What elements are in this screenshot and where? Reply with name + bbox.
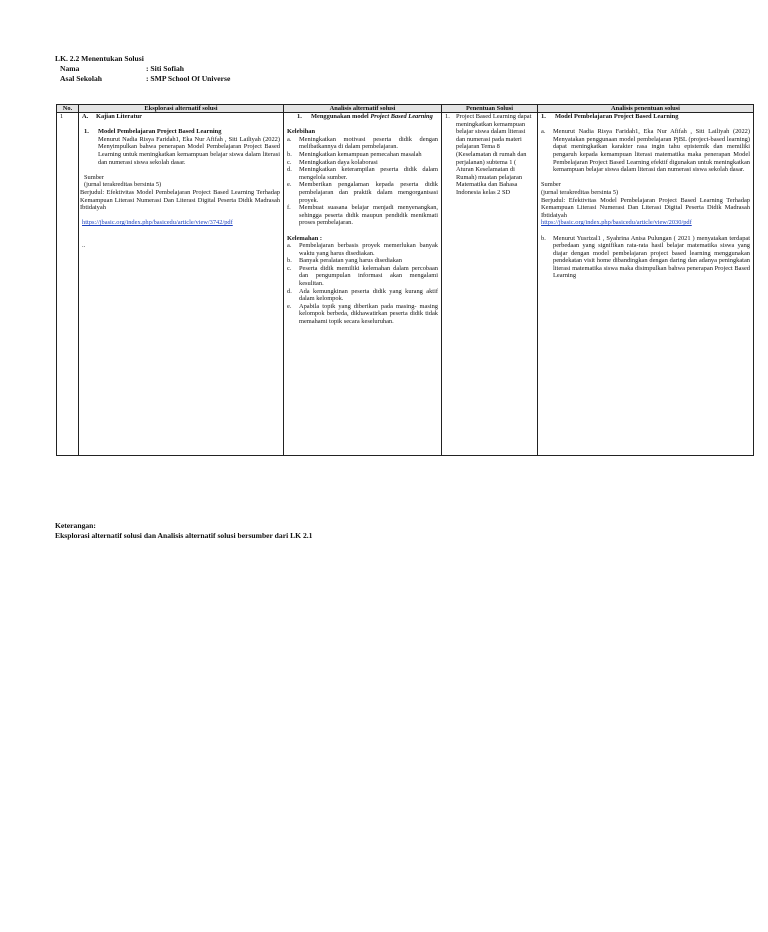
- exploration-paragraph: Menurut Nadia Risya Faridah1, Eka Nur Afifah , Siti Lailiyah (2022) Menyimpulkan bahwa penerapan Model Pembelajaran Project Based Learning untuk meningkatkan kemampuan belajar siswa dalam literasi dan numerasi siswa sekolah dasar.: [98, 135, 280, 166]
- decision-cell: [442, 113, 538, 456]
- list-marker: e.: [287, 181, 292, 189]
- list-item: [287, 166, 438, 181]
- source-note-2: (jurnal terakreditas bersinta 5): [541, 188, 619, 196]
- list-item: [287, 151, 438, 159]
- list-marker: c.: [287, 264, 292, 272]
- list-item: [287, 265, 438, 288]
- list-text: Banyak peralatan yang harus disediakan: [299, 257, 402, 265]
- advantages-label: Kelebihan: [287, 128, 316, 136]
- list-text: Meningkatkan daya kolaborasi: [299, 158, 378, 166]
- header-decision-analysis: Analisis penentuan solusi: [538, 105, 754, 113]
- list-marker: b.: [287, 150, 292, 158]
- list-item: [287, 288, 438, 303]
- name-label: Nama: [60, 64, 80, 73]
- source-link-2[interactable]: https://jbasic.org/index.php/basicedu/article/view/2030/pdf: [541, 219, 692, 227]
- list-item: [287, 181, 438, 204]
- list-marker: e.: [287, 302, 292, 310]
- list-marker: a.: [287, 135, 292, 143]
- header-no: No.: [57, 105, 79, 113]
- school-row: [55, 74, 230, 84]
- trailing-dots: ..: [82, 242, 86, 250]
- section-heading: A. Kajian Literatur: [82, 113, 142, 120]
- analysis-point-b: b. Menurut Yusrizal1 , Syahrina Anisa Pulungan ( 2021 ) menyatakan terdapat perbedaan yang signifikan rata-rata hasil belajar matematika siswa yang diajar dengan model pembelajaran project based learning menggunakan pendekatan visit home dibandingkan dengan daring dan adanya peningkatan literasi matematika siswa maka disimpulkan bahwa penerapan Project Based Learning: [541, 234, 750, 280]
- list-marker: d.: [287, 166, 292, 174]
- decision-text: Project Based Learning dapat meningkatkan kemampuan belajar siswa dalam literasi dan numerasi pada materi pelajaran Tema 8 (Keselamatan di rumah dan perjalanan) subtema 1 ( Aturan Keselamatan di Rumah) muatan pelajaran Matematika dan Bahasa Indonesia kelas 2 SD: [456, 113, 532, 196]
- school-value: : SMP School Of Universe: [146, 74, 231, 83]
- item-heading: 1. Model Pembelajaran Project Based Learning: [84, 128, 222, 136]
- list-marker: f.: [287, 204, 291, 212]
- analysis-cell: [284, 113, 442, 456]
- solution-table: [56, 104, 754, 456]
- list-text: Meningkatkan motivasi peserta didik dengan melibatkannya di dalam pembelajaran.: [299, 135, 438, 151]
- document-header: [55, 54, 230, 84]
- list-text: Meningkatkan keterampilan peserta didik dalam mengelola sumber.: [299, 166, 438, 181]
- header-exploration: Eksplorasi alternatif solusi: [79, 105, 284, 113]
- note-label: Keterangan:: [55, 521, 96, 530]
- list-text: Peserta didik memiliki kelemahan dalam percobaan dan pengumpulan informasi akan mengalami kesulitan.: [299, 264, 438, 288]
- list-text: Apabila topik yang diberikan pada masing- masing kelompok berbeda, dikhawatirkan peserta didik tidak memahami topik secara keseluruhan.: [299, 302, 438, 326]
- decision-item: 1. Project Based Learning dapat meningkatkan kemampuan belajar siswa dalam literasi dan numerasi pada materi pelajaran Tema 8 (Keselamatan di rumah dan perjalanan) subtema 1 ( Aturan Keselamatan di Rumah) muatan pelajaran Matematika dan Bahasa Indonesia kelas 2 SD: [445, 113, 534, 197]
- list-item: [287, 303, 438, 326]
- advantages-list: [287, 136, 438, 227]
- list-text: Membuat suasana belajar menjadi menyenangkan, sehingga peserta didik maupun pendidik menikmati proses pembelajaran.: [299, 204, 438, 227]
- list-item: [287, 242, 438, 257]
- list-marker: c.: [287, 158, 292, 166]
- list-marker: d.: [287, 287, 292, 295]
- source-title-2: Berjudul: Efektivitas Model Pembelajaran Project Based Learning Terhadap Kemampuan Literasi Numerasi Dan Literasi Digital Peserta Didik Madrasah Ibtidaiyah: [541, 196, 750, 219]
- list-text: Meningkatkan kemampuan pemecahan masalah: [299, 150, 422, 158]
- analysis-title: 1. Menggunakan model Project Based Learning: [297, 113, 433, 120]
- table-row: [57, 113, 754, 456]
- note-text: Eksplorasi alternatif solusi dan Analisis alternatif solusi bersumber dari LK 2.1: [55, 531, 313, 540]
- name-value: : Siti Sofiah: [146, 64, 184, 73]
- school-label: Asal Sekolah: [60, 74, 102, 83]
- header-decision: Penentuan Solusi: [442, 105, 538, 113]
- list-text: Ada kemungkinan peserta didik yang kurang aktif dalam kelompok.: [299, 287, 438, 303]
- source-label-2: Sumber: [541, 181, 561, 189]
- source-title: Berjudul: Efektivitas Model Pembelajaran Project Based Learning Terhadap Kemampuan Literasi Numerasi Dan Literasi Digital Peserta Didik Madrasah Ibtidaiyah: [80, 188, 280, 212]
- source-link[interactable]: https://jbasic.org/index.php/basicedu/article/view/3742/pdf: [82, 219, 233, 227]
- name-row: [55, 64, 230, 74]
- source-label: Sumber: [84, 173, 104, 181]
- row-number: 1: [57, 113, 79, 456]
- note-block: [55, 521, 312, 541]
- decision-analysis-cell: [538, 113, 754, 456]
- list-item: [287, 159, 438, 167]
- analysis-point-a: a. Menurut Nadia Risya Faridah1, Eka Nur Afifah , Siti Lailiyah (2022) Menyatakan penggunaan model pembelajaran PjBL (project-based learning) dapat meningkatkan karakter rasa ingin tahu epistemik dan memiliki pengaruh kepada kemampuan literasi matematika maka penerapan Model Pembelajaran Project Based Learning efektif digunakan untuk meningkatkan kemampuan belajar siswa dalam literasi dan numerasi siswa sekolah dasar.: [541, 128, 750, 174]
- list-text: Memberikan pengalaman kepada peserta didik pembelajaran dan praktik dalam mengorganisasi proyek.: [299, 181, 438, 204]
- disadvantages-label: Kelemahan :: [287, 234, 322, 242]
- exploration-cell: [79, 113, 284, 456]
- table-header-row: [57, 105, 754, 113]
- list-marker: a.: [287, 242, 292, 250]
- list-marker: b.: [287, 257, 292, 265]
- disadvantages-list: [287, 242, 438, 326]
- list-item: [287, 204, 438, 227]
- header-analysis: Analisis alternatif solusi: [284, 105, 442, 113]
- list-item: [287, 136, 438, 151]
- source-note: (jurnal terakreditas bersinta 5): [84, 181, 162, 189]
- document-title: LK. 2.2 Menentukan Solusi: [55, 54, 144, 63]
- list-text: Pembelajaran berbasis proyek memerlukan banyak waktu yang harus disediakan.: [299, 242, 438, 257]
- list-item: [287, 257, 438, 265]
- decision-analysis-title: 1. Model Pembelajaran Project Based Learning: [541, 113, 679, 120]
